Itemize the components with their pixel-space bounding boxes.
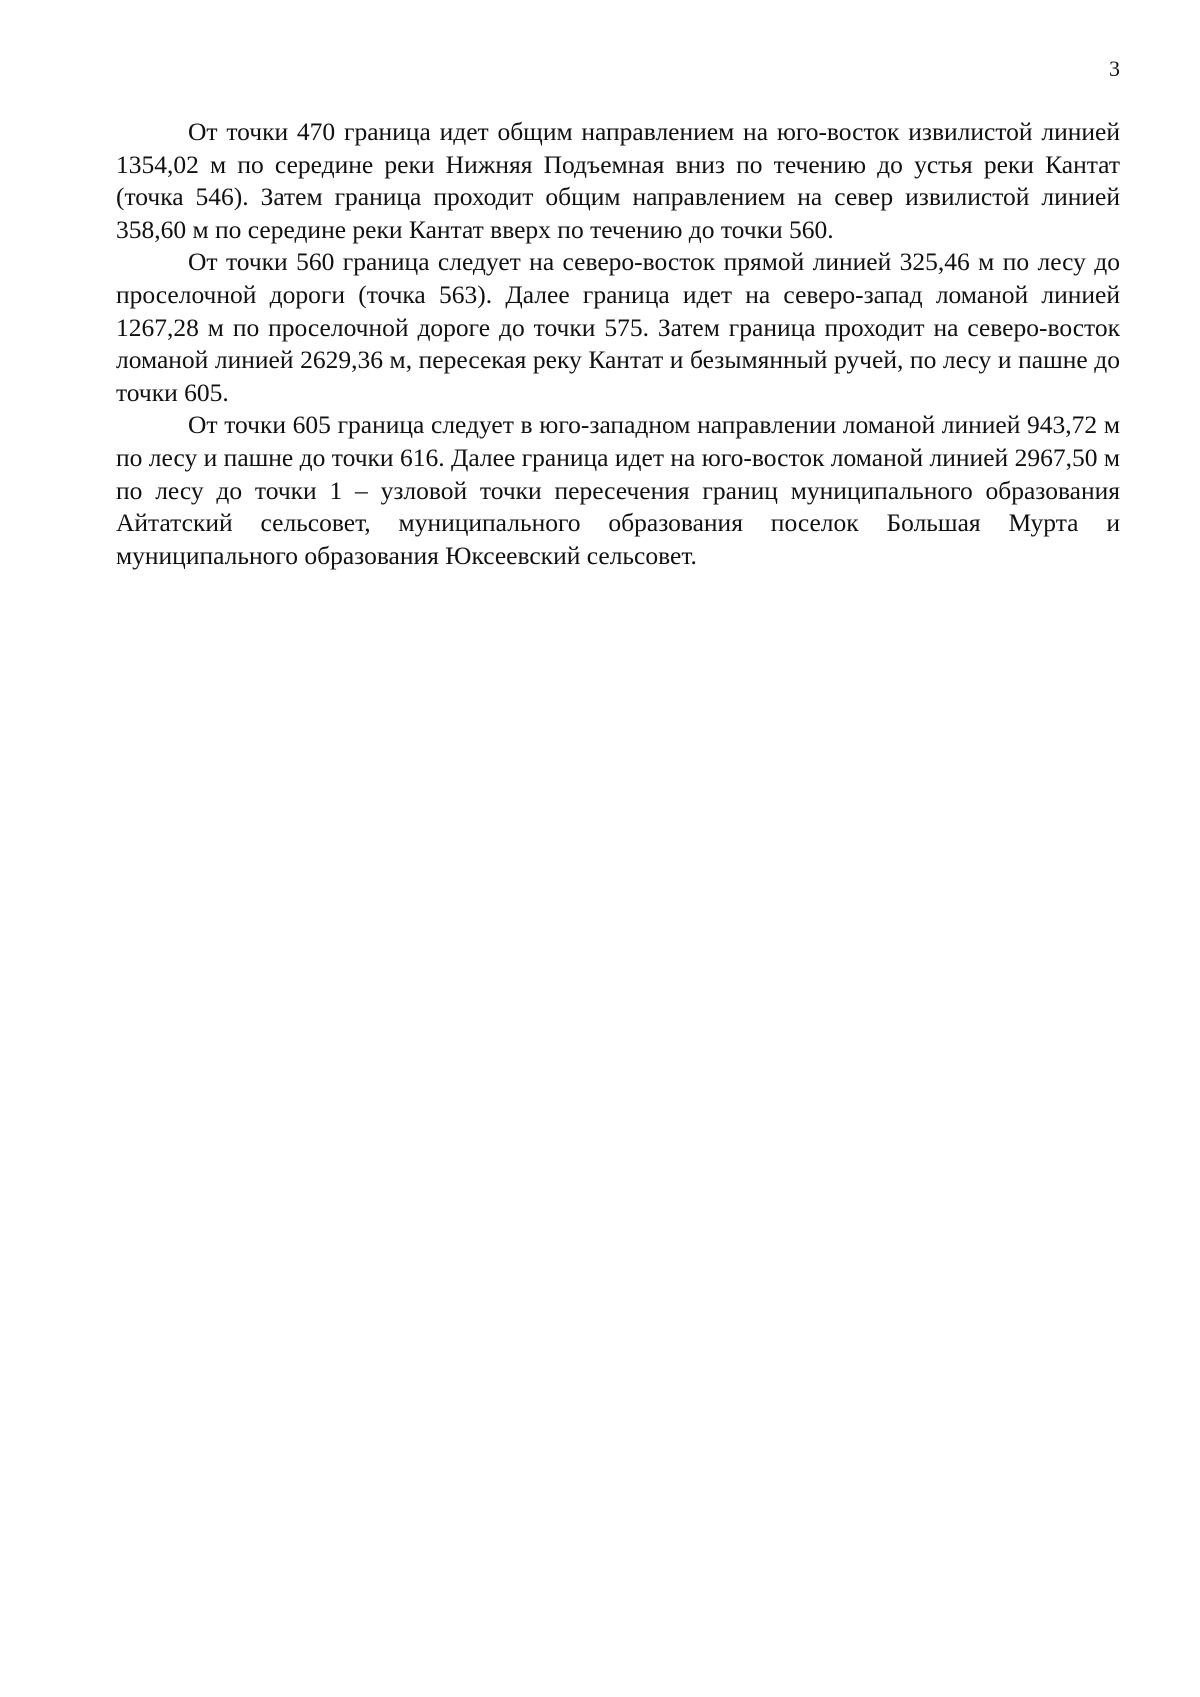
document-body bbox=[116, 116, 1120, 572]
paragraph-3: От точки 605 граница следует в юго-западном направлении ломаной линией 943,72 м по лесу и пашне до точки 616. Далее граница идет на юго-восток ломаной линией 2967,50 м по лесу до точки 1 – узловой точки пересечения границ муниципального образования Айтатский сельсовет, муниципального образования поселок Большая Мурта и муниципального образования Юксеевский сельсовет. bbox=[116, 410, 1120, 570]
page-number: 3 bbox=[1109, 56, 1120, 81]
paragraph-1: От точки 470 граница идет общим направлением на юго-восток извилистой линией 1354,02 м по середине реки Нижняя Подъемная вниз по течению до устья реки Кантат (точка 546). Затем граница проходит общим направлением на север извилистой линией 358,60 м по середине реки Кантат вверх по течению до точки 560. bbox=[116, 117, 1120, 244]
paragraph-2: От точки 560 граница следует на северо-восток прямой линией 325,46 м по лесу до проселочной дороги (точка 563). Далее граница идет на северо-запад ломаной линией 1267,28 м по проселочной дороге до точки 575. Затем граница проходит на северо-восток ломаной линией 2629,36 м, пересекая реку Кантат и безымянный ручей, по лесу и пашне до точки 605. bbox=[116, 247, 1120, 407]
